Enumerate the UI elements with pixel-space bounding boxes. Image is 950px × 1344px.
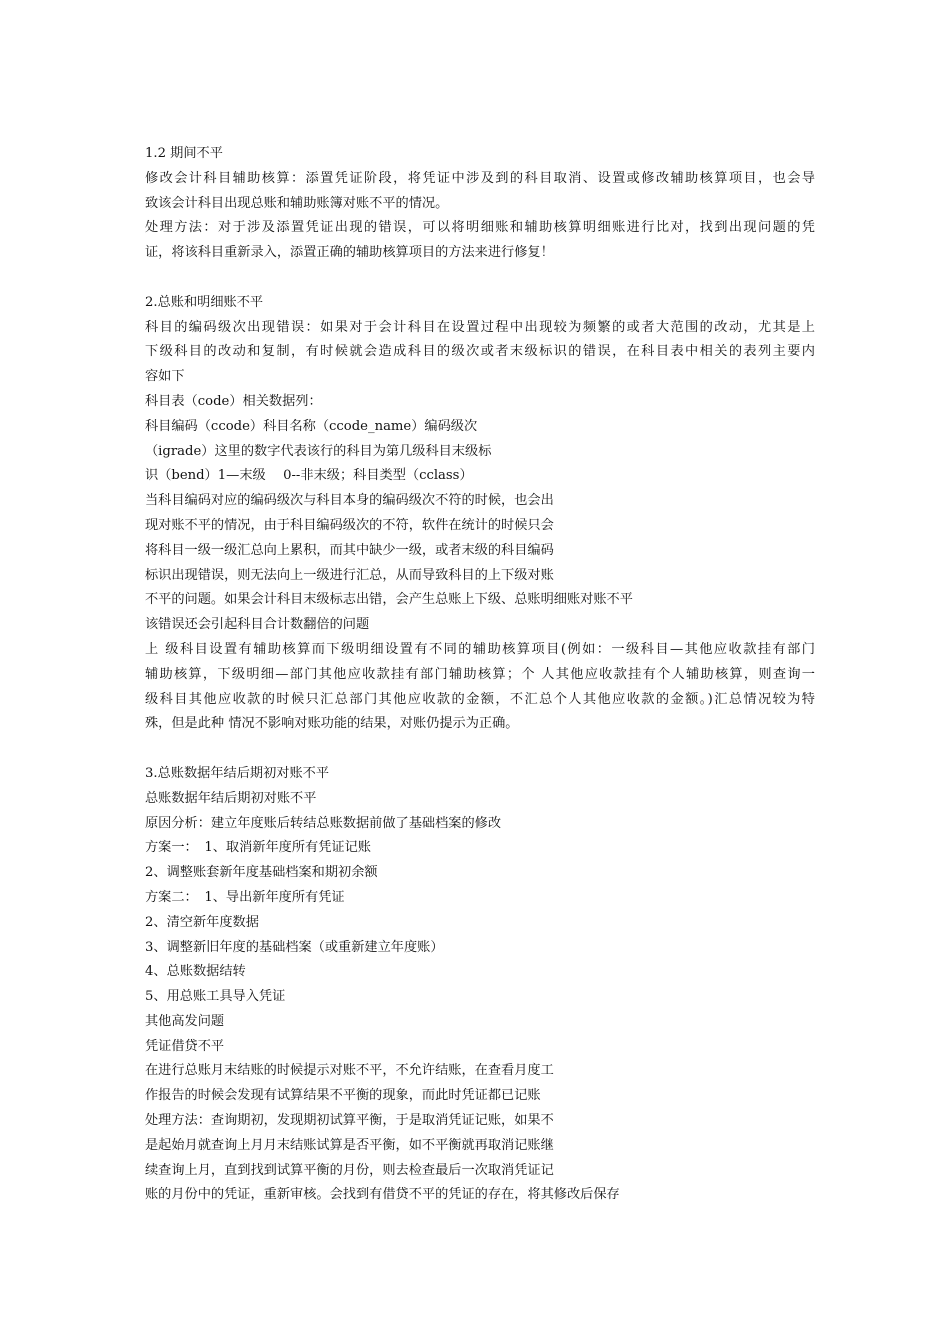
text-line: 科目的编码级次出现错误：如果对于会计科目在设置过程中出现较为频繁的或者大范围的改动，尤其是上 bbox=[145, 319, 815, 335]
text-line: 证，将该科目重新录入，添置正确的辅助核算项目的方法来进行修复！ bbox=[145, 245, 554, 261]
text-line: 容如下 bbox=[145, 369, 185, 385]
text-line: （igrade）这里的数字代表该行的科目为第几级科目末级标 bbox=[145, 443, 492, 459]
text-line: 方案二： 1、导出新年度所有凭证 bbox=[145, 889, 345, 905]
section-1 bbox=[145, 142, 815, 266]
text-line: 将科目一级一级汇总向上累积，而其中缺少一级，或者末级的科目编码 bbox=[145, 542, 554, 558]
text-line: 续查询上月，直到找到试算平衡的月份，则去检查最后一次取消凭证记 bbox=[145, 1162, 554, 1178]
section-3 bbox=[145, 762, 815, 1208]
section-heading: 1.2 期间不平 bbox=[145, 146, 223, 161]
text-line: 致该会计科目出现总账和辅助账簿对账不平的情况。 bbox=[145, 195, 449, 211]
text-line: 凭证借贷不平 bbox=[145, 1038, 225, 1054]
text-line: 下级科目的改动和复制，有时候就会造成科目的级次或者末级标识的错误，在科目表中相关的表列主要内 bbox=[145, 344, 815, 360]
text-line: 识（bend）1—末级 0--非末级；科目类型（cclass） bbox=[145, 468, 473, 484]
section-gap bbox=[145, 737, 815, 762]
text-line: 2、调整账套新年度基础档案和期初余额 bbox=[145, 865, 378, 881]
section-heading: 3.总账数据年结后期初对账不平 bbox=[145, 765, 330, 781]
text-line: 原因分析：建立年度账后转结总账数据前做了基础档案的修改 bbox=[145, 815, 502, 831]
text-line: 3、调整新旧年度的基础档案（或重新建立年度账） bbox=[145, 939, 444, 955]
text-line: 不平的问题。如果会计科目末级标志出错，会产生总账上下级、总账明细账对账不平 bbox=[145, 592, 633, 608]
text-line: 当科目编码对应的编码级次与科目本身的编码级次不符的时候，也会出 bbox=[145, 493, 554, 509]
text-line: 科目表（code）相关数据列： bbox=[145, 393, 322, 409]
text-line: 5、用总账工具导入凭证 bbox=[145, 989, 286, 1005]
text-line: 账的月份中的凭证，重新审核。会找到有借贷不平的凭证的存在，将其修改后保存 bbox=[145, 1187, 620, 1203]
text-line: 2、清空新年度数据 bbox=[145, 914, 259, 930]
text-line: 科目编码（ccode）科目名称（ccode_name）编码级次 bbox=[145, 418, 478, 434]
text-line: 处理方法：查询期初，发现期初试算平衡，于是取消凭证记账，如果不 bbox=[145, 1113, 554, 1129]
text-line: 总账数据年结后期初对账不平 bbox=[145, 790, 317, 806]
text-line: 4、总账数据结转 bbox=[145, 964, 246, 980]
text-line: 其他高发问题 bbox=[145, 1013, 225, 1029]
text-line: 现对账不平的情况，由于科目编码级次的不符，软件在统计的时候只会 bbox=[145, 517, 554, 533]
text-line: 作报告的时候会发现有试算结果不平衡的现象，而此时凭证都已记账 bbox=[145, 1088, 541, 1104]
section-2 bbox=[145, 291, 815, 737]
text-line: 修改会计科目辅助核算：添置凭证阶段，将凭证中涉及到的科目取消、设置或修改辅助核算项目，也会导 bbox=[145, 170, 815, 186]
document-body bbox=[145, 142, 815, 1208]
text-line: 处理方法：对于涉及添置凭证出现的错误，可以将明细账和辅助核算明细账进行比对，找到出现问题的凭 bbox=[145, 220, 815, 236]
text-line: 标识出现错误，则无法向上一级进行汇总，从而导致科目的上下级对账 bbox=[145, 567, 554, 583]
section-gap bbox=[145, 266, 815, 291]
text-line: 级科目其他应收款的时候只汇总部门其他应收款的金额，不汇总个人其他应收款的金额。)汇总情况较为特 bbox=[145, 691, 815, 707]
text-line: 上 级科目设置有辅助核算而下级明细设置有不同的辅助核算项目(例如：一级科目—其他应收款挂有部门 bbox=[145, 641, 815, 657]
text-line: 该错误还会引起科目合计数翻倍的问题 bbox=[145, 617, 370, 633]
text-line: 殊，但是此种 情况不影响对账功能的结果，对账仍提示为正确。 bbox=[145, 716, 519, 732]
text-line: 方案一： 1、取消新年度所有凭证记账 bbox=[145, 840, 371, 856]
text-line: 是起始月就查询上月月末结账试算是否平衡，如不平衡就再取消记账继 bbox=[145, 1137, 554, 1153]
text-line: 辅助核算，下级明细—部门其他应收款挂有部门辅助核算；个 人其他应收款挂有个人辅助核算，则查询一 bbox=[145, 666, 815, 682]
text-line: 在进行总账月末结账的时候提示对账不平，不允许结账，在查看月度工 bbox=[145, 1063, 554, 1079]
section-heading: 2.总账和明细账不平 bbox=[145, 294, 264, 310]
